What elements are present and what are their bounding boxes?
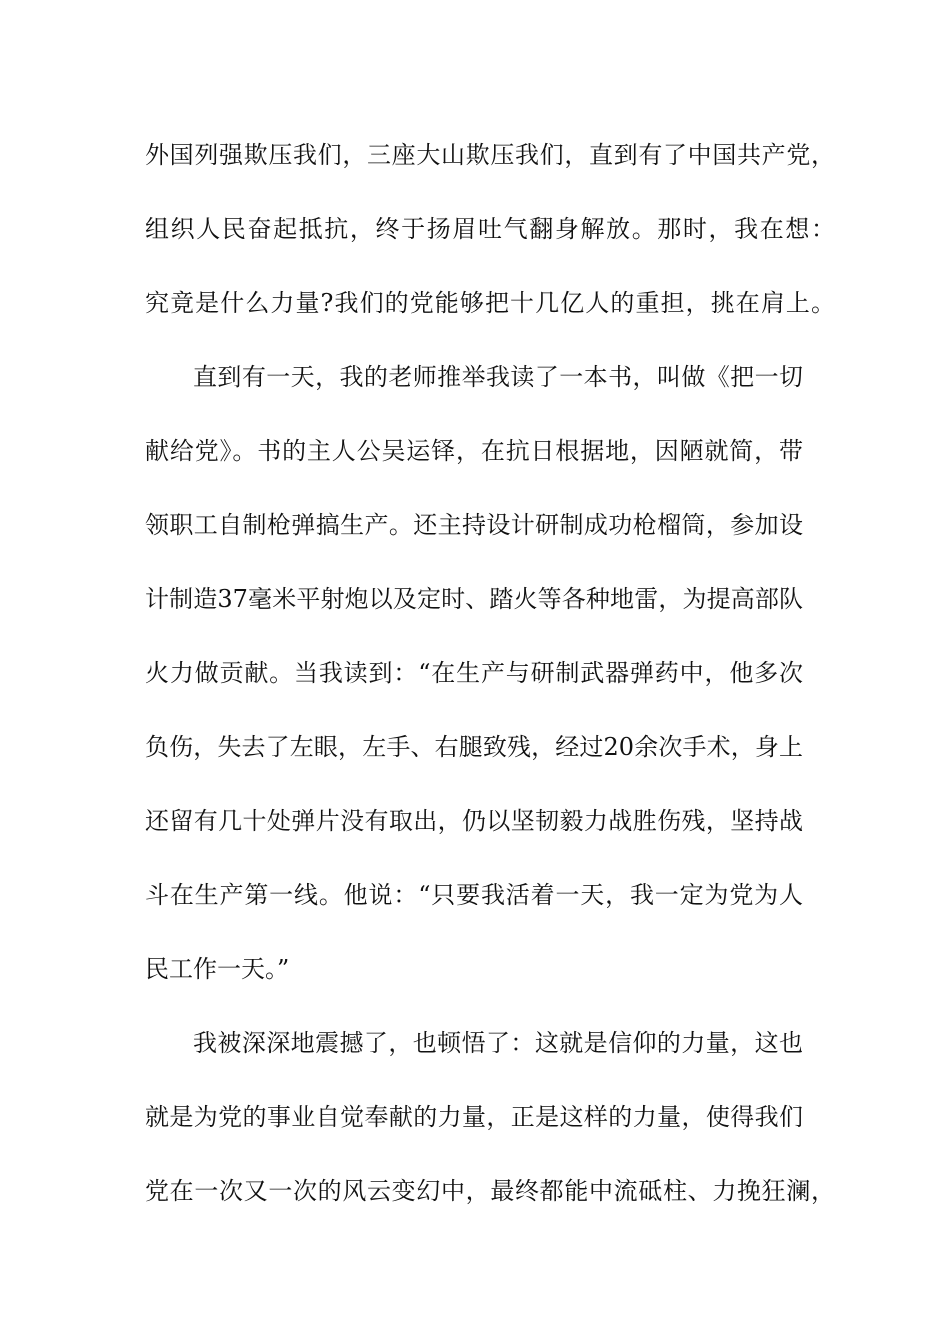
text-line: 就是为党的事业自觉奉献的力量，正是这样的力量，使得我们 (145, 1103, 803, 1131)
text-line: 献给党》。书的主人公吴运铎，在抗日根据地，因陋就简，带 (145, 437, 803, 465)
text-line: 党在一次又一次的风云变幻中，最终都能中流砥柱、力挽狂澜， (145, 1177, 835, 1205)
text-line: 直到有一天，我的老师推举我读了一本书，叫做《把一切 (193, 363, 803, 391)
text-line: 还留有几十处弹片没有取出，仍以坚韧毅力战胜伤残，坚持战 (145, 807, 803, 835)
text-line: 外国列强欺压我们，三座大山欺压我们，直到有了中国共产党， (145, 141, 835, 169)
text-line: 领职工自制枪弹搞生产。还主持设计研制成功枪榴筒，参加设 (145, 511, 803, 539)
text-line: 负伤，失去了左眼，左手、右腿致残，经过20余次手术，身上 (145, 733, 803, 761)
text-line: 计制造37毫米平射炮以及定时、踏火等各种地雷，为提高部队 (145, 585, 803, 613)
text-line: 火力做贡献。当我读到：“在生产与研制武器弹药中，他多次 (145, 659, 803, 687)
text-line: 斗在生产第一线。他说：“只要我活着一天，我一定为党为人 (145, 881, 803, 909)
text-line: 我被深深地震撼了，也顿悟了：这就是信仰的力量，这也 (193, 1029, 803, 1057)
text-line: 究竟是什么力量?我们的党能够把十几亿人的重担，挑在肩上。 (145, 289, 835, 317)
text-line: 民工作一天。” (145, 955, 290, 983)
text-line: 组织人民奋起抵抗，终于扬眉吐气翻身解放。那时，我在想： (145, 215, 835, 243)
